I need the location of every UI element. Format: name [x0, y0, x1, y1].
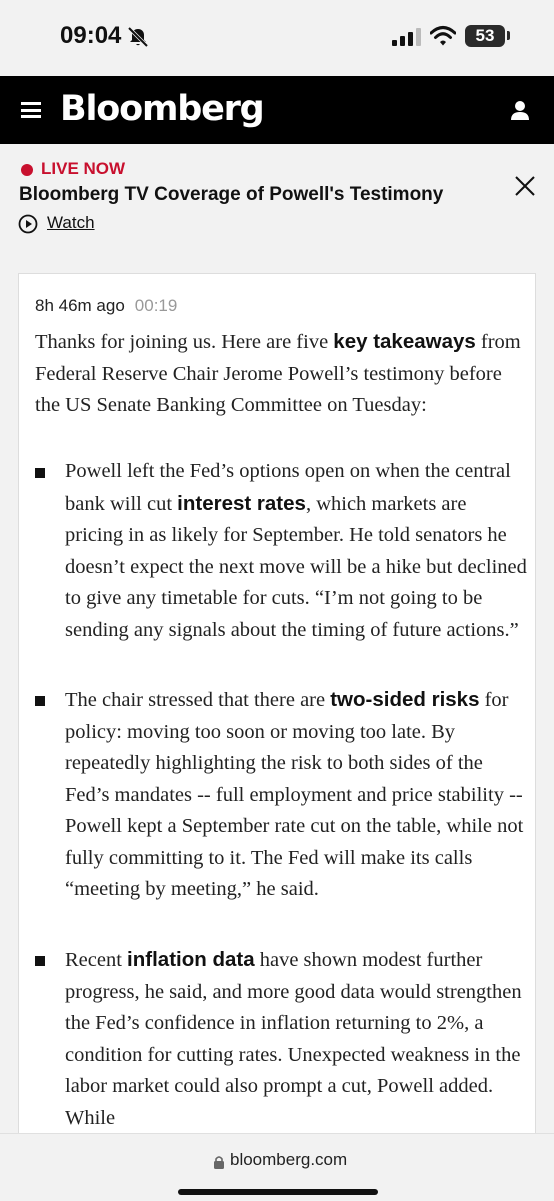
inflation-data-link[interactable]: inflation data [127, 948, 255, 971]
watch-link[interactable]: Watch [47, 213, 95, 232]
hamburger-menu-icon[interactable] [21, 102, 41, 118]
user-account-icon[interactable] [508, 98, 532, 122]
post-meta [35, 296, 177, 316]
live-now-label: LIVE NOW [41, 159, 126, 178]
play-circle-icon[interactable] [18, 214, 38, 234]
bullet-icon [35, 468, 45, 478]
status-time: 09:04 [60, 22, 122, 49]
live-blog-post [18, 273, 536, 1154]
post-time-ago: 8h 46m ago [35, 296, 125, 315]
browser-address-bar[interactable] [0, 1133, 554, 1201]
lock-icon [213, 1155, 225, 1169]
two-sided-risks-link[interactable]: two-sided risks [330, 688, 480, 711]
key-takeaways-link[interactable]: key takeaways [333, 330, 476, 353]
top-navigation [0, 76, 554, 144]
status-bar [0, 0, 554, 76]
list-item-text: Recent inflation data have shown modest further progress, he said, and more good data would strengthen the Fed’s confidence in inflation returning to 2%, a condition for cutting rates. Unexpected weakness in the labor market could also prompt a cut, Powell added. While [65, 948, 522, 1129]
cellular-signal-icon [392, 28, 422, 46]
list-item-text: Powell left the Fed’s options open on when the central bank will cut interest rates, which markets are pricing in as likely for September. He told senators he doesn’t expect the next move will be a hike but declined to give any timetable for cuts. “I’m not going to be sending any signals about the timing of future actions.” [65, 460, 527, 641]
live-title[interactable]: Bloomberg TV Coverage of Powell's Testimony [19, 184, 444, 205]
bell-muted-icon [127, 26, 149, 48]
live-now-banner [0, 144, 554, 272]
close-icon[interactable] [513, 174, 537, 198]
list-item-text: The chair stressed that there are two-sided risks for policy: moving too soon or moving too late. By repeatedly highlighting the risk to both sides of the Fed’s mandates -- full employment and price stability -- Powell kept a September rate cut on the table, while not fully committing to it. The Fed will make its calls “meeting by meeting,” he said. [65, 688, 524, 900]
bullet-icon [35, 956, 45, 966]
post-duration: 00:19 [134, 296, 178, 315]
bullet-icon [35, 696, 45, 706]
interest-rates-link[interactable]: interest rates [177, 491, 306, 515]
bloomberg-logo[interactable]: Bloomberg [60, 89, 264, 129]
battery-indicator [465, 25, 505, 47]
battery-cap [507, 31, 510, 40]
live-dot-icon [21, 164, 33, 176]
battery-level: 53 [475, 26, 495, 45]
wifi-icon [430, 25, 456, 47]
home-indicator[interactable] [178, 1189, 378, 1195]
post-intro: Thanks for joining us. Here are five key takeaways from Federal Reserve Chair Jerome Powell’s testimony before the US Senate Banking Committee on Tuesday: [35, 330, 521, 416]
url-text[interactable]: bloomberg.com [230, 1150, 348, 1169]
